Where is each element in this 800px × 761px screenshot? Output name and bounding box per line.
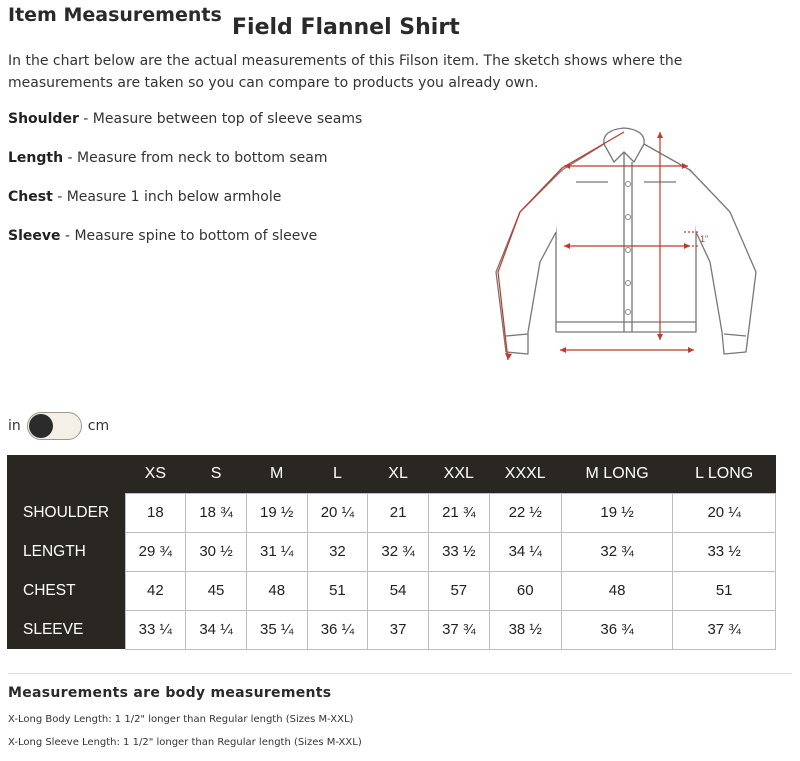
column-header: XXXL: [489, 455, 561, 493]
table-cell: 33 ¼: [125, 610, 186, 649]
table-cell: 37: [368, 610, 429, 649]
note-line: X-Long Body Length: 1 1/2" longer than Regular length (Sizes M-XXL): [8, 714, 354, 725]
table-cell: 35 ¼: [246, 610, 307, 649]
product-title: Field Flannel Shirt: [232, 15, 460, 40]
definition-term: Length: [8, 150, 64, 166]
column-header: M LONG: [561, 455, 672, 493]
column-header: XXL: [428, 455, 489, 493]
table-cell: 21: [368, 493, 429, 532]
notes-title: Measurements are body measurements: [8, 685, 332, 701]
section-title: Item Measurements: [8, 4, 222, 26]
table-cell: 32: [307, 532, 368, 571]
column-header: XL: [368, 455, 429, 493]
table-cell: 21 ¾: [428, 493, 489, 532]
row-header: LENGTH: [7, 532, 125, 571]
table-cell: 33 ½: [673, 532, 776, 571]
definition-desc: - Measure from neck to bottom seam: [63, 150, 328, 166]
table-row: [7, 493, 776, 532]
table-cell: 20 ¼: [307, 493, 368, 532]
column-header: S: [186, 455, 247, 493]
table-row: [7, 532, 776, 571]
table-cell: 34 ¼: [489, 532, 561, 571]
table-cell: 30 ½: [186, 532, 247, 571]
table-cell: 37 ¾: [673, 610, 776, 649]
table-cell: 32 ¾: [368, 532, 429, 571]
unit-toggle-row: [8, 412, 109, 440]
table-cell: 33 ½: [428, 532, 489, 571]
table-cell: 32 ¾: [561, 532, 672, 571]
table-cell: 20 ¼: [673, 493, 776, 532]
table-corner: [7, 455, 125, 493]
definition-desc: - Measure between top of sleeve seams: [78, 111, 363, 127]
table-cell: 31 ¼: [246, 532, 307, 571]
table-cell: 38 ½: [489, 610, 561, 649]
table-cell: 29 ¾: [125, 532, 186, 571]
table-cell: 60: [489, 571, 561, 610]
table-cell: 45: [186, 571, 247, 610]
table-cell: 36 ¾: [561, 610, 672, 649]
definition-chest: [8, 189, 281, 205]
row-header: SLEEVE: [7, 610, 125, 649]
table-header-row: [7, 455, 776, 493]
row-header: CHEST: [7, 571, 125, 610]
table-cell: 18: [125, 493, 186, 532]
definition-length: [8, 150, 327, 166]
toggle-knob: [29, 414, 53, 438]
unit-toggle-switch[interactable]: [27, 412, 82, 440]
table-cell: 48: [246, 571, 307, 610]
table-cell: 18 ¾: [186, 493, 247, 532]
definition-term: Chest: [8, 189, 53, 205]
one-inch-label: 1": [700, 234, 709, 244]
column-header: L: [307, 455, 368, 493]
intro-text: In the chart below are the actual measurements of this Filson item. The sketch shows where the measurements are taken so you can compare to products you already own.: [8, 53, 683, 91]
unit-label-cm: cm: [87, 418, 110, 434]
table-cell: 48: [561, 571, 672, 610]
table-cell: 57: [428, 571, 489, 610]
table-cell: 42: [125, 571, 186, 610]
table-row: [7, 610, 776, 649]
row-header: SHOULDER: [7, 493, 125, 532]
table-cell: 19 ½: [246, 493, 307, 532]
table-cell: 36 ¼: [307, 610, 368, 649]
definition-shoulder: [8, 111, 362, 127]
definition-desc: - Measure 1 inch below armhole: [52, 189, 282, 205]
column-header: L LONG: [673, 455, 776, 493]
definition-sleeve: [8, 228, 317, 244]
definition-term: Sleeve: [8, 228, 61, 244]
column-header: M: [246, 455, 307, 493]
definition-desc: - Measure spine to bottom of sleeve: [60, 228, 318, 244]
table-cell: 54: [368, 571, 429, 610]
section-divider: [8, 673, 792, 674]
table-cell: 51: [307, 571, 368, 610]
table-row: [7, 571, 776, 610]
shirt-sketch: [484, 122, 764, 374]
table-cell: 22 ½: [489, 493, 561, 532]
table-cell: 37 ¾: [428, 610, 489, 649]
column-header: XS: [125, 455, 186, 493]
definition-term: Shoulder: [8, 111, 79, 127]
table-cell: 19 ½: [561, 493, 672, 532]
table-cell: 34 ¼: [186, 610, 247, 649]
size-chart-table: [7, 455, 776, 650]
table-cell: 51: [673, 571, 776, 610]
unit-label-in: in: [8, 418, 21, 434]
note-line: X-Long Sleeve Length: 1 1/2" longer than Regular length (Sizes M-XXL): [8, 737, 362, 748]
